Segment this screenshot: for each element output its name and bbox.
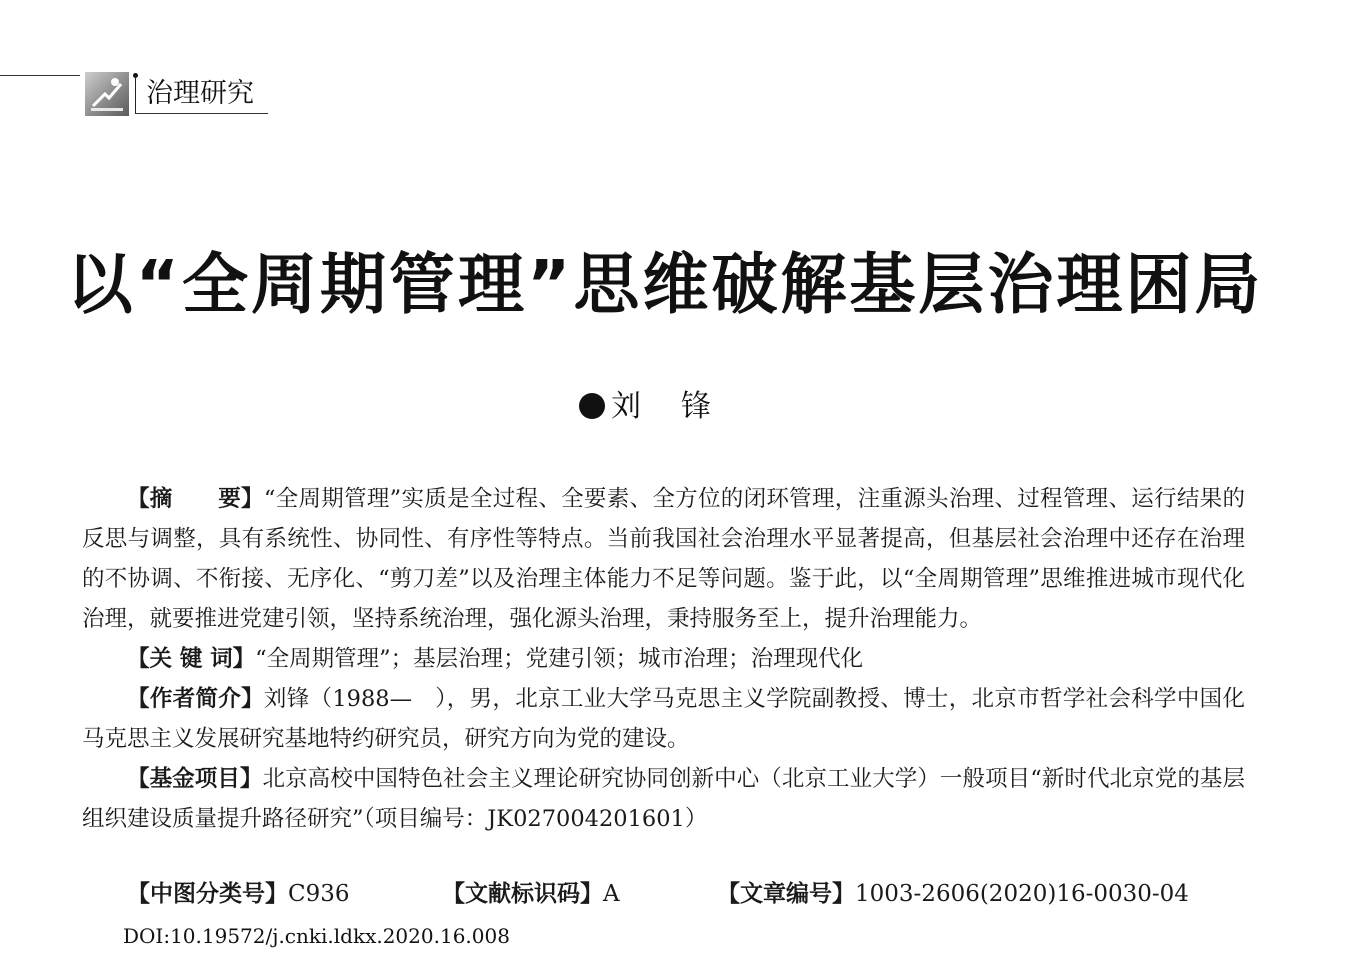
abstract-text: “全周期管理”实质是全过程、全要素、全方位的闭环管理，注重源头治理、过程管理、运行结果的反思与调整，具有系统性、协同性、有序性等特点。当前我国社会治理水平显著提高，但基层社会治理中还存在治理的不协调、不衔接、无序化、“剪刀差”以及治理主体能力不足等问题。鉴于此，以“全周期管理”思维推进城市现代化治理，就要推进党建引领，坚持系统治理，强化源头治理，秉持服务至上，提升治理能力。 <box>82 486 1245 632</box>
article-no-field <box>717 874 1189 914</box>
keywords-label: 【关 键 词】 <box>127 646 256 672</box>
clc-value: C936 <box>288 881 350 907</box>
doc-code-label: 【文献标识码】 <box>442 881 603 907</box>
author-bio-text: 刘锋（1988— ），男，北京工业大学马克思主义学院副教授、博士，北京市哲学社会科学中国化马克思主义发展研究基地特约研究员，研究方向为党的建设。 <box>82 686 1245 752</box>
fund-text: 北京高校中国特色社会主义理论研究协同创新中心（北京工业大学）一般项目“新时代北京党的基层组织建设质量提升路径研究”（项目编号：JK027004201601） <box>82 766 1245 832</box>
article-front-matter <box>82 479 1245 839</box>
author-bullet-icon <box>579 393 605 419</box>
author-line <box>0 387 1330 427</box>
author-bio-label: 【作者简介】 <box>127 686 264 712</box>
fund-paragraph <box>82 759 1245 839</box>
author-bio-paragraph <box>82 679 1245 759</box>
clc-label: 【中图分类号】 <box>127 881 288 907</box>
keywords-paragraph <box>82 639 1245 679</box>
header-rule <box>0 75 80 76</box>
clc-field <box>127 874 350 914</box>
column-logo-icon <box>85 72 129 116</box>
keywords-text: “全周期管理”；基层治理；党建引领；城市治理；治理现代化 <box>255 646 864 672</box>
article-title: 以“全周期管理”思维破解基层治理困局 <box>66 246 1264 323</box>
abstract-paragraph <box>82 479 1245 639</box>
author-name: 刘锋 <box>611 389 751 424</box>
doc-code-value: A <box>603 881 620 907</box>
column-underline <box>135 113 268 114</box>
abstract-label: 【摘 要】 <box>127 486 264 512</box>
fund-label: 【基金项目】 <box>127 766 263 792</box>
article-no-value: 1003-2606(2020)16-0030-04 <box>855 881 1189 907</box>
article-no-label: 【文章编号】 <box>717 881 855 907</box>
column-name: 治理研究 <box>146 78 254 109</box>
column-divider <box>135 76 136 114</box>
doc-code-field <box>442 874 620 914</box>
classification-line <box>127 874 1257 914</box>
doi: DOI:10.19572/j.cnki.ldkx.2020.16.008 <box>123 924 510 948</box>
